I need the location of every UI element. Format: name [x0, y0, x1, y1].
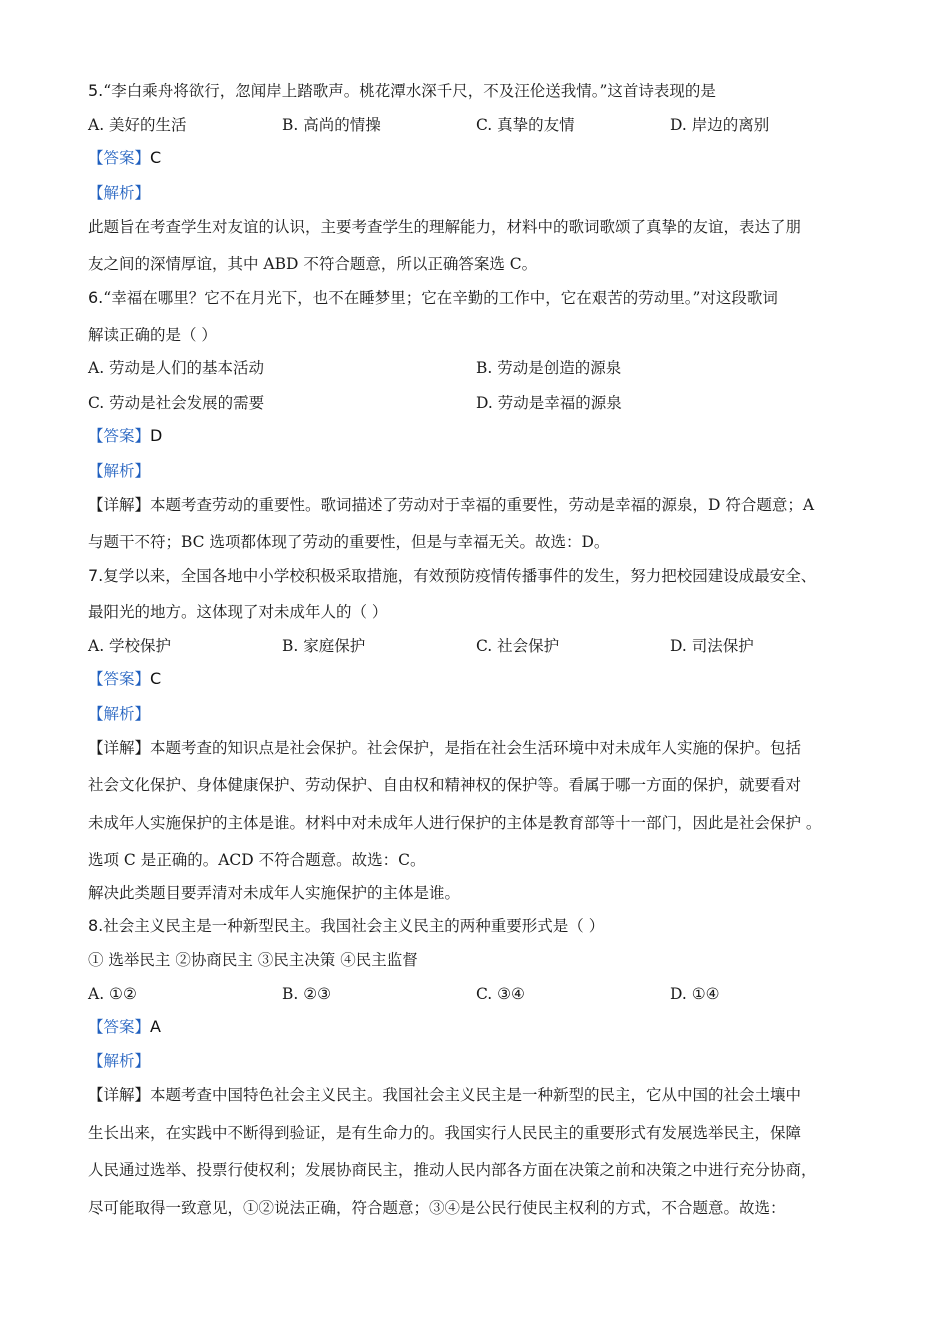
- q8-option-c: C. ③④: [476, 985, 525, 1003]
- q7-option-a: A. 学校保护: [88, 637, 172, 655]
- analysis-label: 【解析】: [88, 705, 151, 723]
- q6-detail-line-2: 与题干不符；BC 选项都体现了劳动的重要性，但是与幸福无关。故选：D。: [88, 533, 610, 551]
- question-7-stem: [88, 566, 816, 586]
- detail-text: 本题考查的知识点是社会保护。社会保护，是指在社会生活环境中对未成年人实施的保护。包括: [150, 739, 802, 757]
- q8-answer: [88, 1017, 161, 1037]
- analysis-label: 【解析】: [88, 462, 151, 480]
- q8-detail-line-2: 生长出来，在实践中不断得到验证，是有生命力的。我国实行人民民主的重要形式有发展选举民主，保障: [88, 1124, 802, 1142]
- q8-items: ① 选举民主 ②协商民主 ③民主决策 ④民主监督: [88, 951, 418, 969]
- q6-answer: [88, 426, 162, 446]
- answer-value: C: [150, 669, 162, 688]
- question-8-stem: [88, 916, 604, 936]
- q8-analysis-label: [88, 1051, 150, 1071]
- q7-option-c: C. 社会保护: [476, 637, 560, 655]
- q5-option-c: C. 真挚的友情: [476, 116, 575, 134]
- answer-label: 【答案】: [88, 149, 151, 167]
- q5-analysis-label: [88, 183, 150, 203]
- detail-label: 【详解】: [88, 739, 151, 757]
- analysis-label: 【解析】: [88, 184, 151, 202]
- question-text: 社会主义民主是一种新型民主。我国社会主义民主的两种重要形式是（ ）: [103, 917, 605, 935]
- q5-option-a: A. 美好的生活: [88, 116, 187, 134]
- question-number: 7.: [88, 566, 104, 585]
- answer-label: 【答案】: [88, 1018, 151, 1036]
- q6-option-c: C. 劳动是社会发展的需要: [88, 394, 265, 412]
- analysis-label: 【解析】: [88, 1052, 151, 1070]
- q5-option-d: D. 岸边的离别: [670, 116, 770, 134]
- q5-option-b: B. 高尚的情操: [282, 116, 381, 134]
- question-5-stem: [88, 81, 716, 101]
- detail-text: 本题考查中国特色社会主义民主。我国社会主义民主是一种新型的民主，它从中国的社会土壤中: [150, 1086, 802, 1104]
- question-text: “幸福在哪里？它不在月光下，也不在睡梦里；它在辛勤的工作中，它在艰苦的劳动里。”对这段歌词: [103, 289, 778, 307]
- q7-option-b: B. 家庭保护: [282, 637, 366, 655]
- question-text: “李白乘舟将欲行，忽闻岸上踏歌声。桃花潭水深千尺，不及汪伦送我情。”这首诗表现的是: [103, 82, 716, 100]
- answer-value: C: [150, 148, 162, 167]
- q7-detail-line-4: 选项 C 是正确的。ACD 不符合题意。故选：C。: [88, 851, 426, 869]
- q7-option-d: D. 司法保护: [670, 637, 754, 655]
- q8-detail-line-1: [88, 1085, 801, 1105]
- q7-detail-line-5: 解决此类题目要弄清对未成年人实施保护的主体是谁。: [88, 884, 461, 902]
- q8-option-a: A. ①②: [88, 985, 137, 1003]
- q6-option-d: D. 劳动是幸福的源泉: [476, 394, 622, 412]
- q6-analysis-label: [88, 461, 150, 481]
- q6-detail-line-1: [88, 495, 814, 515]
- question-number: 5.: [88, 81, 104, 100]
- detail-label: 【详解】: [88, 496, 151, 514]
- q8-detail-line-4: 尽可能取得一致意见，①②说法正确，符合题意；③④是公民行使民主权利的方式，不合题意。故选：: [88, 1199, 786, 1217]
- q5-answer: [88, 148, 161, 168]
- q7-detail-line-3: 未成年人实施保护的主体是谁。材料中对未成年人进行保护的主体是教育部等十一部门，因此是社会保护 。: [88, 814, 822, 832]
- q7-detail-line-2: 社会文化保护、身体健康保护、劳动保护、自由权和精神权的保护等。看属于哪一方面的保护，就要看对: [88, 776, 802, 794]
- question-number: 6.: [88, 288, 104, 307]
- q7-answer: [88, 669, 161, 689]
- q7-detail-line-1: [88, 738, 801, 758]
- q8-option-d: D. ①④: [670, 985, 720, 1003]
- detail-label: 【详解】: [88, 1086, 151, 1104]
- q8-detail-line-3: 人民通过选举、投票行使权利；发展协商民主，推动人民内部各方面在决策之前和决策之中进行充分协商，: [88, 1161, 817, 1179]
- question-number: 8.: [88, 916, 104, 935]
- question-text: 复学以来，全国各地中小学校积极采取措施，有效预防疫情传播事件的发生，努力把校园建设成最安全、: [103, 567, 817, 585]
- answer-label: 【答案】: [88, 427, 151, 445]
- question-6-stem-line-2: 解读正确的是（ ）: [88, 326, 217, 344]
- answer-value: A: [150, 1017, 161, 1036]
- q5-analysis-line-1: 此题旨在考查学生对友谊的认识，主要考查学生的理解能力，材料中的歌词歌颂了真挚的友谊，表达了朋: [88, 218, 802, 236]
- detail-text: 本题考查劳动的重要性。歌词描述了劳动对于幸福的重要性，劳动是幸福的源泉，D 符合题意；A: [150, 496, 815, 514]
- q7-analysis-label: [88, 704, 150, 724]
- q5-analysis-line-2: 友之间的深情厚谊，其中 ABD 不符合题意，所以正确答案选 C。: [88, 255, 538, 273]
- q8-option-b: B. ②③: [282, 985, 332, 1003]
- answer-value: D: [150, 426, 163, 445]
- answer-label: 【答案】: [88, 670, 151, 688]
- q6-option-a: A. 劳动是人们的基本活动: [88, 359, 265, 377]
- q6-option-b: B. 劳动是创造的源泉: [476, 359, 622, 377]
- question-7-stem-line-2: 最阳光的地方。这体现了对未成年人的（ ）: [88, 603, 388, 621]
- question-6-stem: [88, 288, 778, 308]
